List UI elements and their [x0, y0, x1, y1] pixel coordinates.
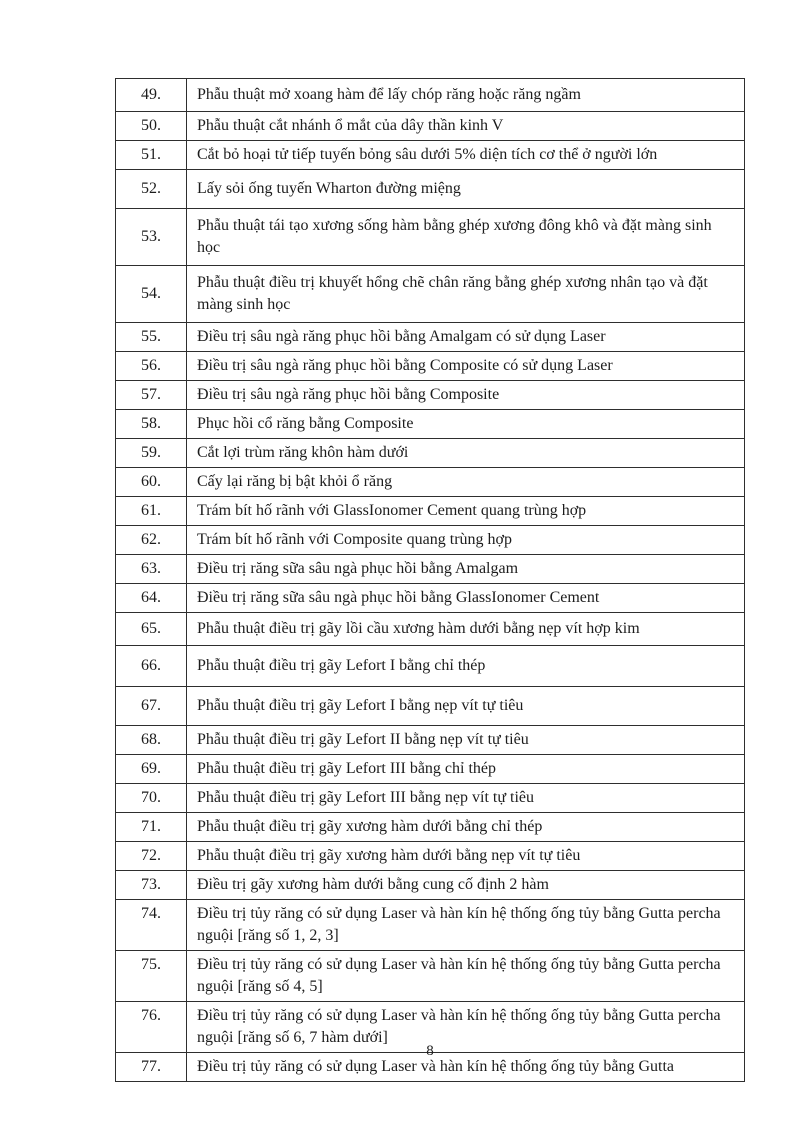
row-description: Điều trị răng sữa sâu ngà phục hồi bằng GlassIonomer Cement: [187, 584, 745, 613]
table-row: [116, 141, 745, 170]
row-number: 68.: [116, 726, 187, 755]
row-description: Cắt lợi trùm răng khôn hàm dưới: [187, 439, 745, 468]
row-number: 69.: [116, 755, 187, 784]
row-description: Phẫu thuật điều trị gãy xương hàm dưới bằng chỉ thép: [187, 813, 745, 842]
procedures-table: [115, 78, 745, 1082]
row-number: 74.: [116, 900, 187, 951]
row-description: Phẫu thuật điều trị gãy Lefort III bằng chỉ thép: [187, 755, 745, 784]
table-row: [116, 555, 745, 584]
row-description: Điều trị tủy răng có sử dụng Laser và hàn kín hệ thống ống tủy bằng Gutta: [187, 1053, 745, 1082]
table-row: [116, 613, 745, 646]
table-row: [116, 410, 745, 439]
table-row: [116, 352, 745, 381]
table-row: [116, 323, 745, 352]
row-number: 67.: [116, 687, 187, 726]
table-row: [116, 526, 745, 555]
row-description: Điều trị tủy răng có sử dụng Laser và hàn kín hệ thống ống tủy bằng Gutta percha nguội [răng số 6, 7 hàm dưới]: [187, 1002, 745, 1053]
row-description: Cắt bỏ hoại tử tiếp tuyến bỏng sâu dưới 5% diện tích cơ thể ở người lớn: [187, 141, 745, 170]
row-number: 62.: [116, 526, 187, 555]
row-description: Điều trị răng sữa sâu ngà phục hồi bằng Amalgam: [187, 555, 745, 584]
procedures-table-body: [116, 79, 745, 1082]
table-row: [116, 468, 745, 497]
table-row: [116, 900, 745, 951]
row-number: 63.: [116, 555, 187, 584]
row-number: 70.: [116, 784, 187, 813]
row-description: Trám bít hố rãnh với GlassIonomer Cement quang trùng hợp: [187, 497, 745, 526]
row-number: 55.: [116, 323, 187, 352]
row-number: 53.: [116, 209, 187, 266]
table-row: [116, 381, 745, 410]
table-row: [116, 842, 745, 871]
table-row: [116, 266, 745, 323]
row-number: 54.: [116, 266, 187, 323]
row-description: Phẫu thuật điều trị gãy Lefort III bằng nẹp vít tự tiêu: [187, 784, 745, 813]
table-row: [116, 497, 745, 526]
row-description: Điều trị gãy xương hàm dưới bằng cung cố định 2 hàm: [187, 871, 745, 900]
page-number: 8: [426, 1043, 434, 1059]
row-description: Phẫu thuật điều trị gãy lồi cầu xương hàm dưới bằng nẹp vít hợp kim: [187, 613, 745, 646]
table-row: [116, 209, 745, 266]
row-description: Phẫu thuật điều trị gãy xương hàm dưới bằng nẹp vít tự tiêu: [187, 842, 745, 871]
row-number: 56.: [116, 352, 187, 381]
row-description: Phẫu thuật tái tạo xương sống hàm bằng ghép xương đông khô và đặt màng sinh học: [187, 209, 745, 266]
table-row: [116, 871, 745, 900]
row-description: Điều trị sâu ngà răng phục hồi bằng Amalgam có sử dụng Laser: [187, 323, 745, 352]
row-number: 57.: [116, 381, 187, 410]
row-number: 71.: [116, 813, 187, 842]
row-description: Điều trị sâu ngà răng phục hồi bằng Composite có sử dụng Laser: [187, 352, 745, 381]
table-row: [116, 687, 745, 726]
table-row: [116, 170, 745, 209]
row-description: Phẫu thuật điều trị khuyết hổng chẽ chân răng bằng ghép xương nhân tạo và đặt màng sinh học: [187, 266, 745, 323]
table-row: [116, 112, 745, 141]
row-description: Phẫu thuật điều trị gãy Lefort I bằng chỉ thép: [187, 646, 745, 687]
row-number: 59.: [116, 439, 187, 468]
row-number: 72.: [116, 842, 187, 871]
row-number: 49.: [116, 79, 187, 112]
table-row: [116, 584, 745, 613]
row-number: 75.: [116, 951, 187, 1002]
row-number: 73.: [116, 871, 187, 900]
row-number: 60.: [116, 468, 187, 497]
row-number: 58.: [116, 410, 187, 439]
table-row: [116, 439, 745, 468]
row-description: Điều trị tủy răng có sử dụng Laser và hàn kín hệ thống ống tủy bằng Gutta percha nguội [răng số 1, 2, 3]: [187, 900, 745, 951]
table-row: [116, 813, 745, 842]
row-description: Lấy sỏi ống tuyến Wharton đường miệng: [187, 170, 745, 209]
row-description: Phẫu thuật mở xoang hàm để lấy chóp răng hoặc răng ngầm: [187, 79, 745, 112]
row-description: Cấy lại răng bị bật khỏi ổ răng: [187, 468, 745, 497]
row-description: Phục hồi cổ răng bằng Composite: [187, 410, 745, 439]
row-number: 52.: [116, 170, 187, 209]
row-number: 61.: [116, 497, 187, 526]
row-description: Phẫu thuật điều trị gãy Lefort II bằng nẹp vít tự tiêu: [187, 726, 745, 755]
table-row: [116, 646, 745, 687]
row-number: 50.: [116, 112, 187, 141]
table-row: [116, 755, 745, 784]
row-number: 64.: [116, 584, 187, 613]
table-row: [116, 79, 745, 112]
row-description: Điều trị sâu ngà răng phục hồi bằng Composite: [187, 381, 745, 410]
row-description: Điều trị tủy răng có sử dụng Laser và hàn kín hệ thống ống tủy bằng Gutta percha nguội [răng số 4, 5]: [187, 951, 745, 1002]
table-row: [116, 784, 745, 813]
table-row: [116, 726, 745, 755]
row-description: Phẫu thuật điều trị gãy Lefort I bằng nẹp vít tự tiêu: [187, 687, 745, 726]
row-number: 66.: [116, 646, 187, 687]
row-number: 51.: [116, 141, 187, 170]
row-number: 77.: [116, 1053, 187, 1082]
table-row: [116, 951, 745, 1002]
row-number: 65.: [116, 613, 187, 646]
row-description: Trám bít hố rãnh với Composite quang trùng hợp: [187, 526, 745, 555]
row-number: 76.: [116, 1002, 187, 1053]
row-description: Phẫu thuật cắt nhánh ổ mắt của dây thần kinh V: [187, 112, 745, 141]
